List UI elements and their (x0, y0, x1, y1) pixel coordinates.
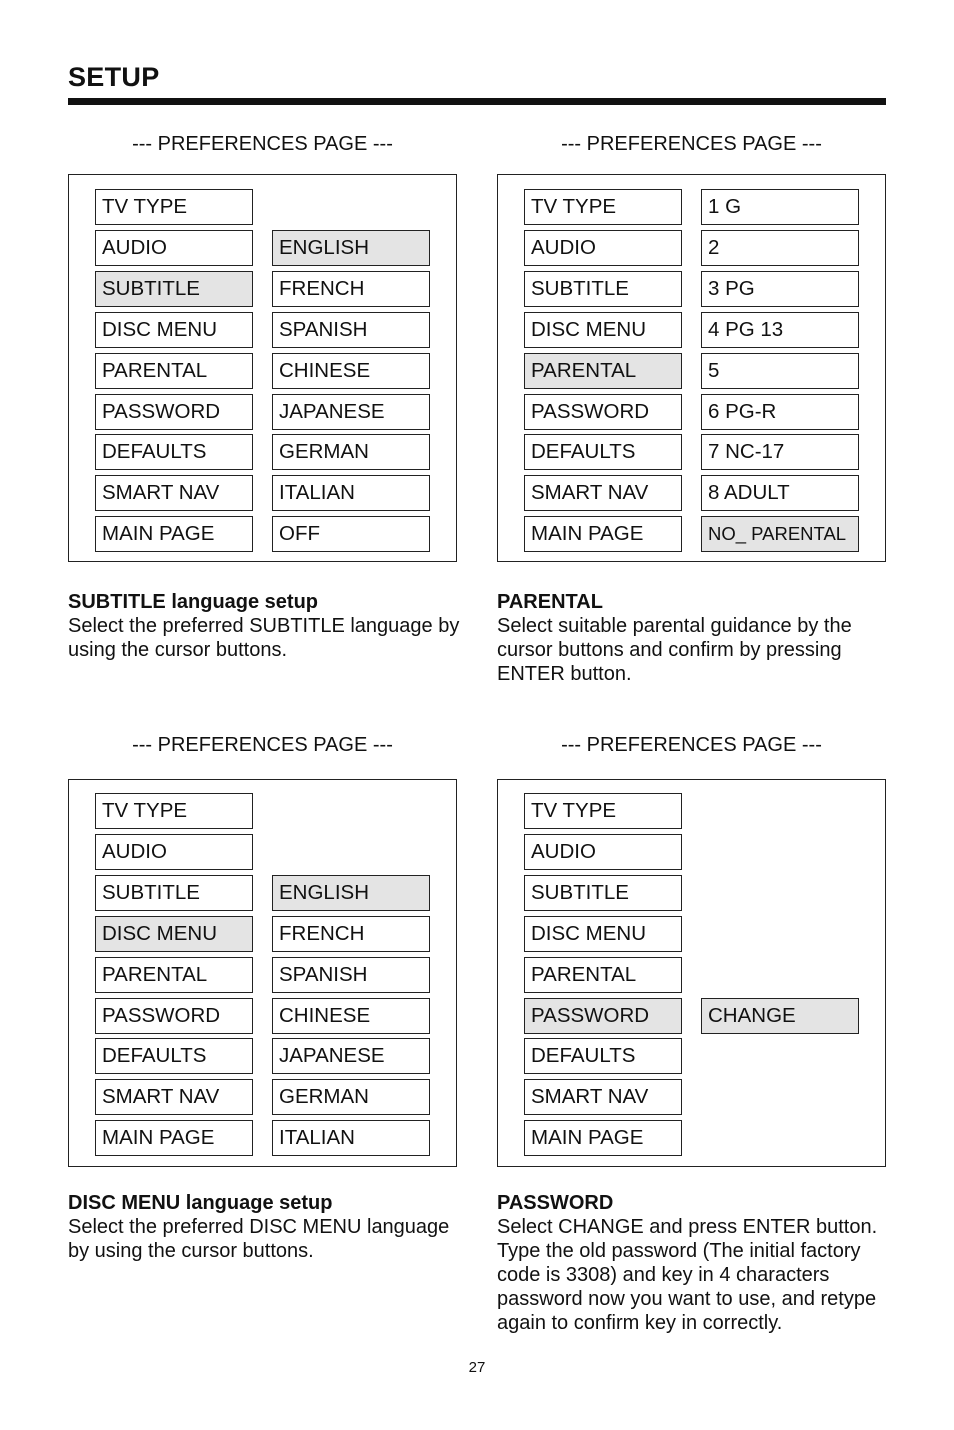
option-no-parental[interactable]: NO_ PARENTAL (701, 516, 859, 552)
menu-item-parental[interactable]: PARENTAL (524, 957, 682, 993)
option-german[interactable]: GERMAN (272, 1079, 430, 1115)
description-text: Select the preferred DISC MENU language by using the cursor buttons. (68, 1216, 450, 1262)
option-french[interactable]: FRENCH (272, 916, 430, 952)
menu-item-smart-nav[interactable]: SMART NAV (524, 1079, 682, 1115)
option-french[interactable]: FRENCH (272, 271, 430, 307)
menu-item-password[interactable]: PASSWORD (524, 394, 682, 430)
menu-item-defaults[interactable]: DEFAULTS (95, 1038, 253, 1074)
menu-item-main-page[interactable]: MAIN PAGE (524, 516, 682, 552)
option-chinese[interactable]: CHINESE (272, 998, 430, 1034)
menu-item-password[interactable]: PASSWORD (524, 998, 682, 1034)
menu-item-subtitle[interactable]: SUBTITLE (95, 271, 253, 307)
menu-item-defaults[interactable]: DEFAULTS (95, 434, 253, 470)
menu-item-audio[interactable]: AUDIO (524, 834, 682, 870)
panel-heading: --- PREFERENCES PAGE --- (561, 133, 822, 155)
menu-item-main-page[interactable]: MAIN PAGE (524, 1120, 682, 1156)
panel-heading: --- PREFERENCES PAGE --- (132, 133, 393, 155)
menu-item-subtitle[interactable]: SUBTITLE (524, 271, 682, 307)
option-italian[interactable]: ITALIAN (272, 475, 430, 511)
option-1-g[interactable]: 1 G (701, 189, 859, 225)
option-spanish[interactable]: SPANISH (272, 957, 430, 993)
description-title: PASSWORD (497, 1192, 614, 1214)
menu-item-main-page[interactable]: MAIN PAGE (95, 1120, 253, 1156)
menu-item-main-page[interactable]: MAIN PAGE (95, 516, 253, 552)
option-german[interactable]: GERMAN (272, 434, 430, 470)
menu-item-defaults[interactable]: DEFAULTS (524, 434, 682, 470)
option-off[interactable]: OFF (272, 516, 430, 552)
option-3-pg[interactable]: 3 PG (701, 271, 859, 307)
panel-description (68, 590, 468, 662)
option-italian[interactable]: ITALIAN (272, 1120, 430, 1156)
description-text: Select CHANGE and press ENTER button. Type the old password (The initial factory code is 3308) and key in 4 characters password now you want to use, and retype again to confirm key in correctly. (497, 1216, 878, 1334)
menu-item-parental[interactable]: PARENTAL (95, 957, 253, 993)
option-2[interactable]: 2 (701, 230, 859, 266)
menu-item-defaults[interactable]: DEFAULTS (524, 1038, 682, 1074)
menu-item-disc-menu[interactable]: DISC MENU (524, 916, 682, 952)
panel-heading: --- PREFERENCES PAGE --- (561, 734, 822, 756)
menu-item-parental[interactable]: PARENTAL (524, 353, 682, 389)
option-chinese[interactable]: CHINESE (272, 353, 430, 389)
title-rule (68, 98, 886, 105)
menu-item-disc-menu[interactable]: DISC MENU (524, 312, 682, 348)
option-6-pg-r[interactable]: 6 PG-R (701, 394, 859, 430)
description-text: Select suitable parental guidance by the cursor buttons and confirm by pressing ENTER button. (497, 615, 852, 685)
panel-description (497, 590, 889, 686)
menu-item-disc-menu[interactable]: DISC MENU (95, 916, 253, 952)
option-7-nc-17[interactable]: 7 NC-17 (701, 434, 859, 470)
menu-item-password[interactable]: PASSWORD (95, 998, 253, 1034)
menu-item-tv-type[interactable]: TV TYPE (95, 189, 253, 225)
panel-description (497, 1191, 889, 1335)
option-japanese[interactable]: JAPANESE (272, 1038, 430, 1074)
panel-heading: --- PREFERENCES PAGE --- (132, 734, 393, 756)
menu-item-password[interactable]: PASSWORD (95, 394, 253, 430)
menu-item-tv-type[interactable]: TV TYPE (95, 793, 253, 829)
description-title: PARENTAL (497, 591, 603, 613)
menu-item-parental[interactable]: PARENTAL (95, 353, 253, 389)
option-english[interactable]: ENGLISH (272, 875, 430, 911)
menu-item-smart-nav[interactable]: SMART NAV (95, 1079, 253, 1115)
menu-item-audio[interactable]: AUDIO (524, 230, 682, 266)
menu-item-disc-menu[interactable]: DISC MENU (95, 312, 253, 348)
page-number: 27 (468, 1359, 486, 1376)
option-change[interactable]: CHANGE (701, 998, 859, 1034)
option-japanese[interactable]: JAPANESE (272, 394, 430, 430)
option-5[interactable]: 5 (701, 353, 859, 389)
option-english[interactable]: ENGLISH (272, 230, 430, 266)
menu-item-subtitle[interactable]: SUBTITLE (524, 875, 682, 911)
page-title: SETUP (68, 62, 160, 92)
menu-item-tv-type[interactable]: TV TYPE (524, 189, 682, 225)
menu-item-audio[interactable]: AUDIO (95, 834, 253, 870)
description-title: DISC MENU language setup (68, 1192, 333, 1214)
option-8-adult[interactable]: 8 ADULT (701, 475, 859, 511)
menu-item-audio[interactable]: AUDIO (95, 230, 253, 266)
description-text: Select the preferred SUBTITLE language by using the cursor buttons. (68, 615, 460, 661)
menu-item-subtitle[interactable]: SUBTITLE (95, 875, 253, 911)
option-4-pg-13[interactable]: 4 PG 13 (701, 312, 859, 348)
option-spanish[interactable]: SPANISH (272, 312, 430, 348)
menu-item-smart-nav[interactable]: SMART NAV (524, 475, 682, 511)
menu-item-tv-type[interactable]: TV TYPE (524, 793, 682, 829)
description-title: SUBTITLE language setup (68, 591, 319, 613)
panel-description (68, 1191, 458, 1263)
menu-item-smart-nav[interactable]: SMART NAV (95, 475, 253, 511)
